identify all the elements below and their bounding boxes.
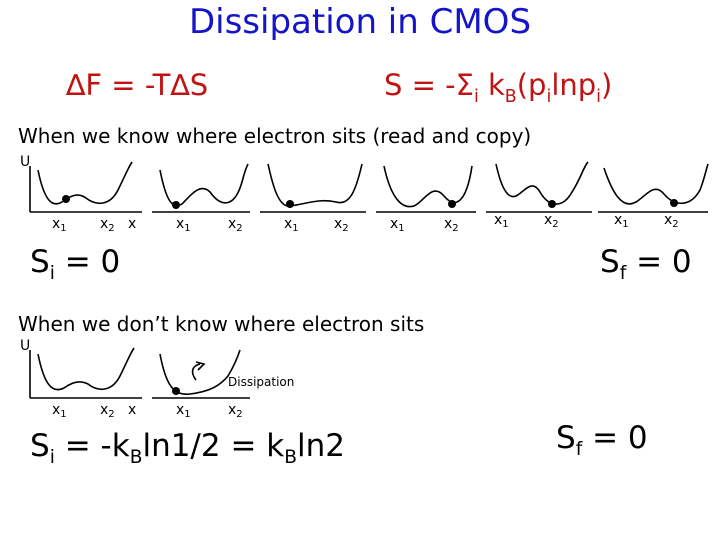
svg-text:x1: $x_1$ <box>614 212 629 230</box>
electron-dot <box>286 200 294 208</box>
double-well-curve-final <box>604 164 708 204</box>
slide-title: Dissipation in CMOS <box>188 2 532 42</box>
svg-text:x2: $x_2$ <box>544 212 559 230</box>
electron-dot <box>62 195 70 203</box>
unknown-initial-entropy: $S_i = -k_B\ln 1/2 = k_B\ln 2$ <box>30 428 345 469</box>
unknown-case-well-diagram <box>0 336 320 422</box>
svg-text:x1: $x_1$ <box>176 216 191 234</box>
svg-text:x2: $x_2$ <box>334 216 349 234</box>
known-initial-entropy: $S_i = 0$ <box>30 244 121 285</box>
lnp-index: i <box>596 86 602 107</box>
svg-text:x1: $x_1$ <box>176 402 191 420</box>
svg-text:x1: $x_1$ <box>52 402 67 420</box>
unknown-final-entropy: $S_f = 0$ <box>556 420 648 461</box>
svg-text:x1: $x_1$ <box>390 216 405 234</box>
svg-text:x2: $x_2$ <box>228 216 243 234</box>
right-well-curve <box>496 162 588 204</box>
dissipation-arrow <box>193 364 200 380</box>
dissipation-label: Dissipation <box>228 375 295 389</box>
svg-text:x2: $x_2$ <box>228 402 243 420</box>
sigma-symbol: Σ <box>455 68 474 102</box>
x-axis-label: x <box>128 402 137 418</box>
known-case-well-diagram <box>0 152 720 238</box>
tilted-well-curve-2 <box>384 166 472 207</box>
svg-text:x2: $x_2$ <box>664 212 679 230</box>
double-well-curve <box>38 348 134 390</box>
double-well-curve <box>38 162 132 204</box>
close-paren: ) <box>601 68 613 102</box>
flat-well-curve <box>268 164 362 206</box>
svg-text:x2: $x_2$ <box>100 402 115 420</box>
boltzmann-k: k <box>478 68 505 102</box>
svg-text:x2: $x_2$ <box>100 216 115 234</box>
svg-text:x1: $x_1$ <box>494 212 509 230</box>
electron-dot <box>448 200 456 208</box>
electron-dot <box>172 387 180 395</box>
sum-index: i <box>473 86 479 107</box>
electron-dot <box>670 199 678 207</box>
known-final-entropy: $S_f = 0$ <box>600 244 692 285</box>
known-case-caption: When we know where electron sits (read and copy) <box>18 124 532 148</box>
x-axis-label: x <box>128 216 137 232</box>
boltzmann-sub: B <box>504 86 517 107</box>
p-index: i <box>546 86 552 107</box>
dissipation-arrow-head <box>196 362 204 370</box>
svg-text:x2: $x_2$ <box>444 216 459 234</box>
electron-dot <box>172 201 180 209</box>
svg-text:x1: $x_1$ <box>284 216 299 234</box>
delta-f: ∆F <box>66 68 103 102</box>
entropy-definition <box>384 68 612 107</box>
electron-dot <box>548 200 556 208</box>
unknown-case-caption: When we don’t know where electron sits <box>18 312 425 336</box>
tilted-well-curve <box>160 164 248 206</box>
free-energy-equation <box>66 68 208 102</box>
u-axis-label: U <box>20 154 31 170</box>
p-open: (p <box>516 68 547 102</box>
u-axis-label: U <box>20 338 31 354</box>
svg-text:x1: $x_1$ <box>52 216 67 234</box>
minus-t-delta-s: = -T∆S <box>102 68 209 102</box>
entropy-lhs: S = - <box>384 68 456 102</box>
ln-p: lnp <box>551 68 597 102</box>
